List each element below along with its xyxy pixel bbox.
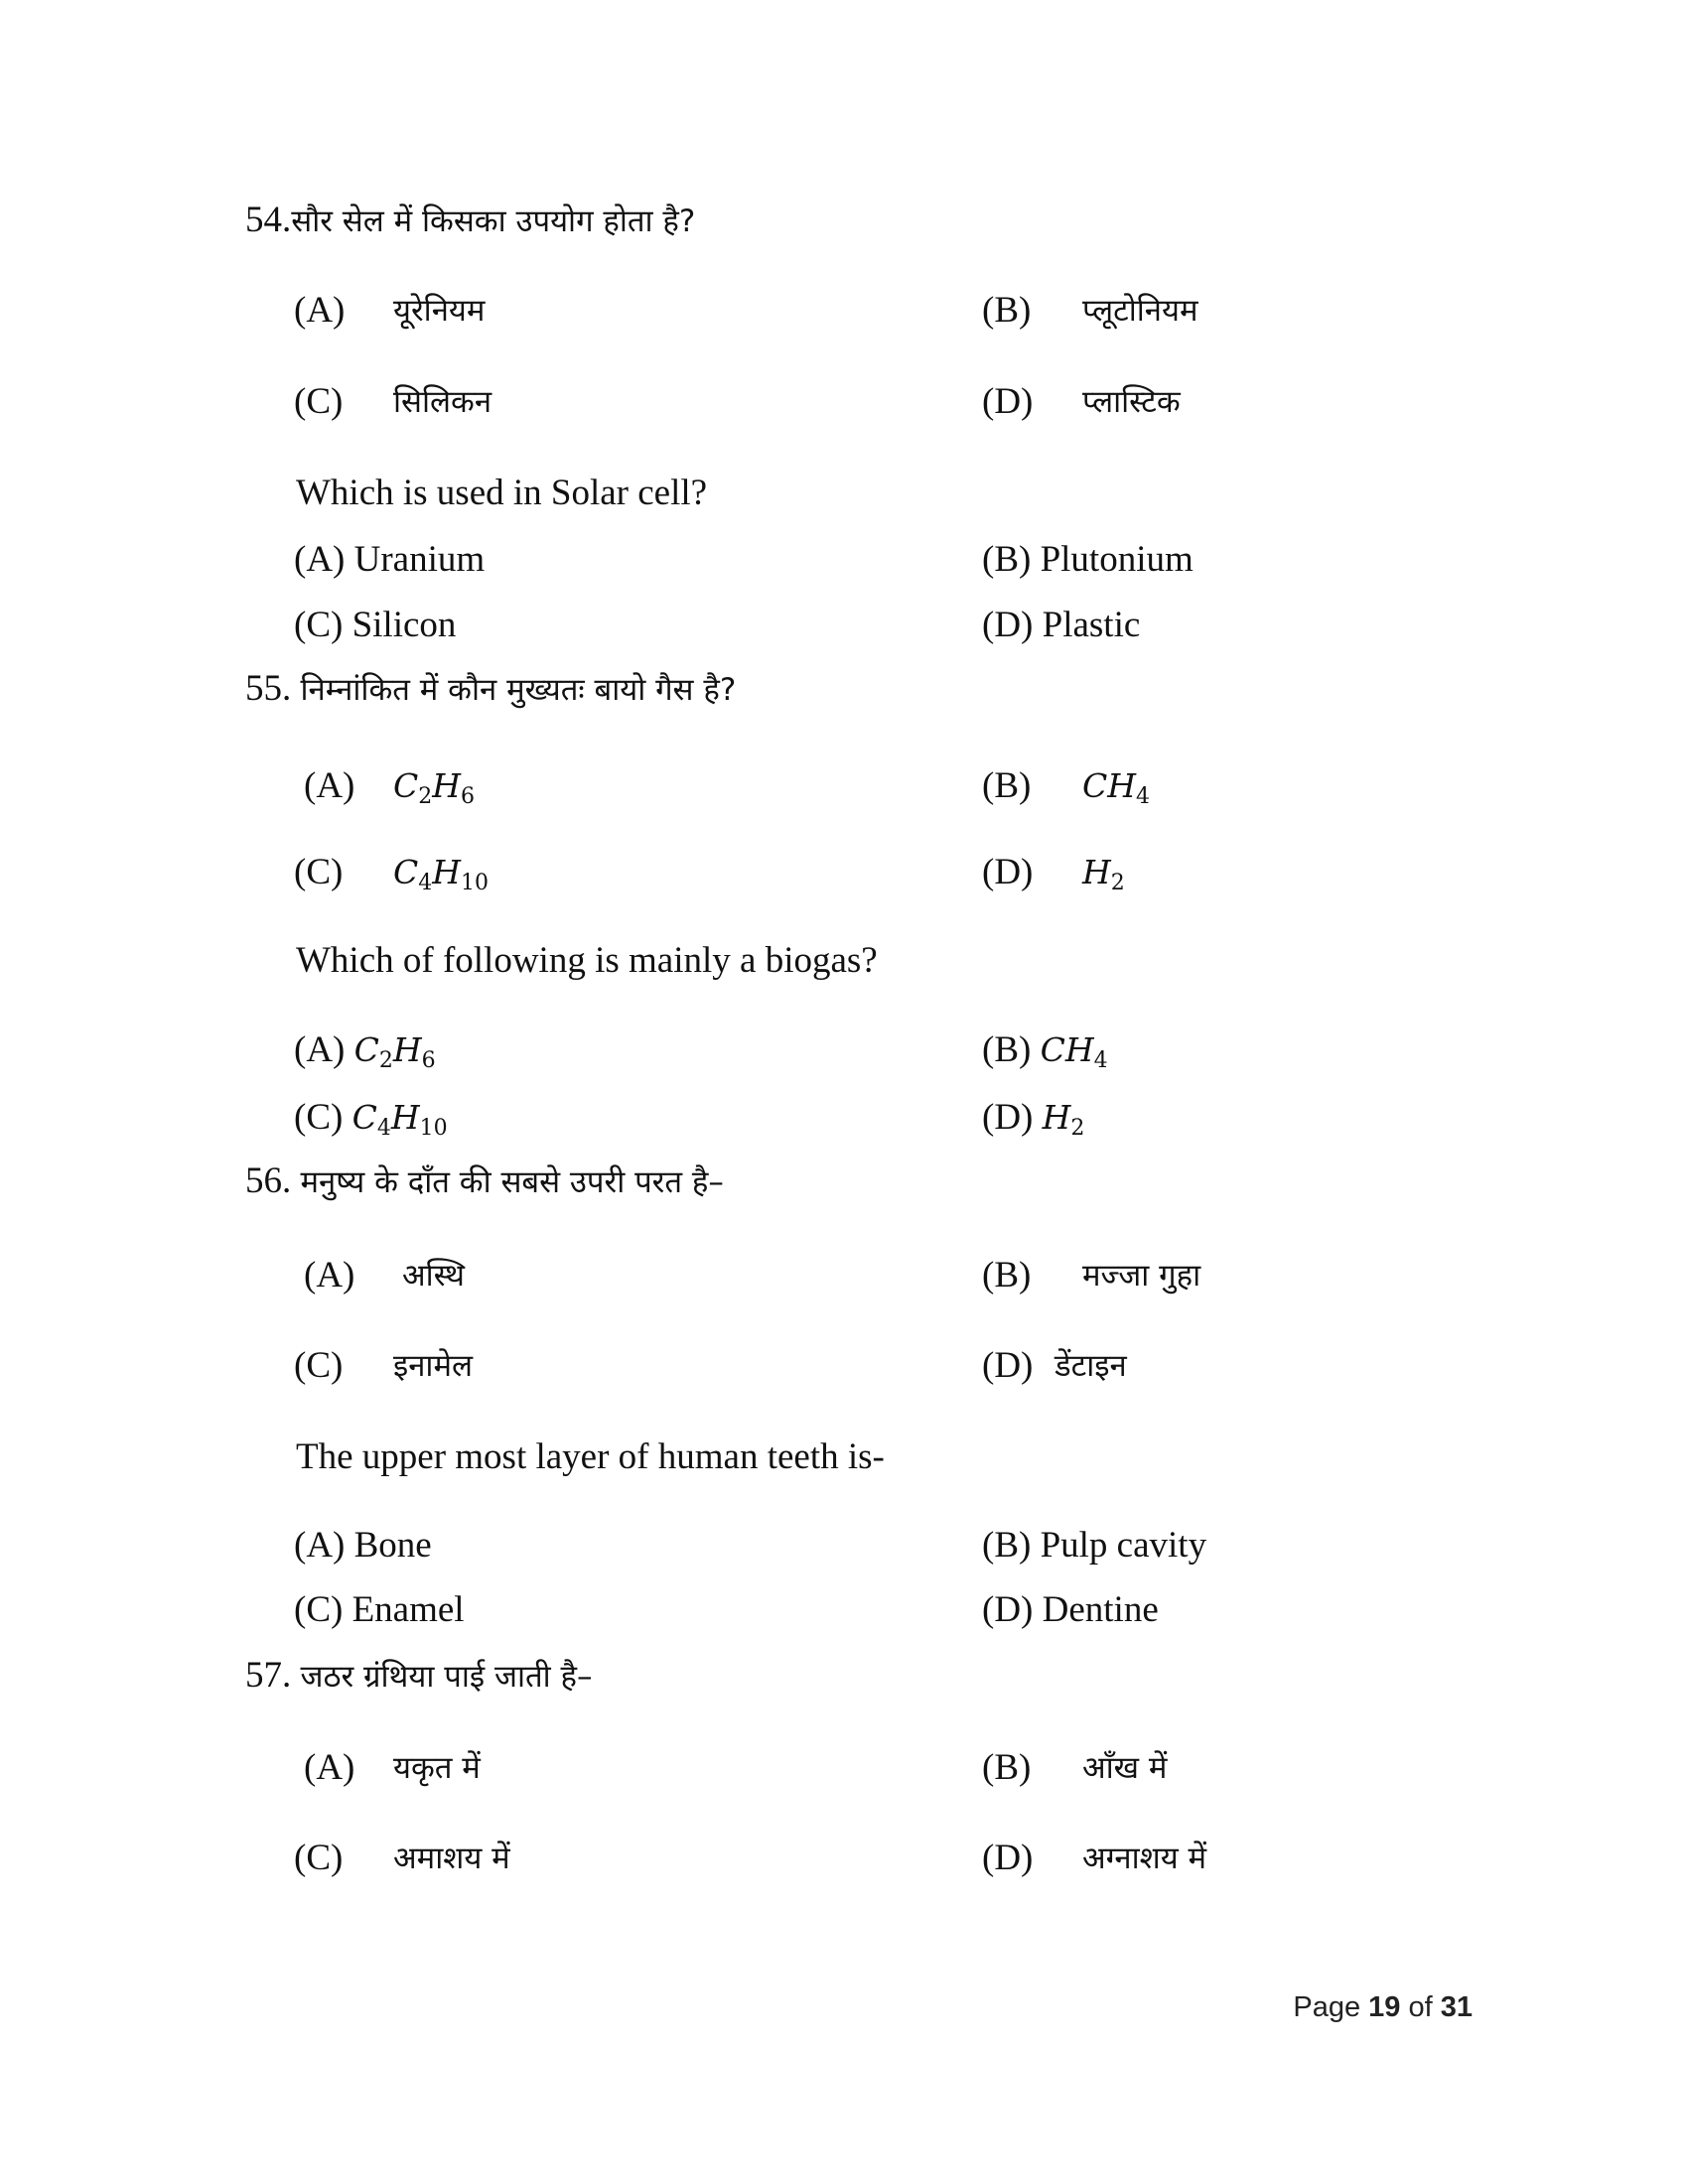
option-d-english: (D) Plastic [982,605,1141,645]
question-text-hindi: जठर ग्रंथिया पाई जाती है– [300,1659,593,1695]
option-b-english: (B) $CH_4$ [982,1029,1108,1073]
option-c-hindi: इनामेल [393,1348,474,1384]
option-d-formula: $H_2$ [1082,853,1125,895]
option-d-english: (D) $H_2$ [982,1097,1085,1141]
option-c-hindi: अमाशय में [393,1841,510,1876]
option-d-hindi: अग्नाशय में [1082,1841,1207,1876]
option-a-label: (A) [304,765,355,806]
option-c-english: (C) $C_4H_{10}$ [294,1097,448,1141]
option-a-formula: $C_2H_6$ [393,766,476,809]
option-c-hindi: सिलिकन [393,384,492,420]
option-a-hindi: अस्थि [402,1258,465,1294]
option-d-label: (D) [982,381,1034,422]
option-d-label: (D) [982,852,1034,892]
option-c-label: (C) [294,1345,344,1386]
option-b-hindi: प्लूटोनियम [1082,293,1198,329]
option-d-hindi: डेंटाइन [1055,1348,1127,1384]
option-b-label: (B) [982,290,1032,331]
question-text-hindi: सौर सेल में किसका उपयोग होता है? [291,204,696,239]
option-c-english: (C) Enamel [294,1589,465,1630]
option-b-hindi: आँख में [1082,1750,1168,1786]
option-a-label: (A) [294,290,346,331]
question-text-english: Which is used in Solar cell? [296,473,708,513]
question-text-english: The upper most layer of human teeth is- [296,1436,885,1477]
question-text-english: Which of following is mainly a biogas? [296,940,878,981]
option-a-hindi: यकृत में [393,1750,481,1786]
question-text-hindi: निम्नांकित में कौन मुख्यतः बायो गैस है? [300,672,737,708]
option-b-english: (B) Pulp cavity [982,1525,1207,1566]
question-number: 57. [245,1655,292,1696]
question-57 [245,1651,593,1701]
option-c-formula: $C_4H_{10}$ [393,853,490,895]
option-a-english: (A) Bone [294,1525,432,1566]
option-b-label: (B) [982,765,1032,806]
question-number: 55. [245,668,292,709]
option-a-english: (A) $C_2H_6$ [294,1029,436,1073]
option-a-english: (A) Uranium [294,539,486,580]
option-d-label: (D) [982,1838,1034,1878]
question-55 [245,664,736,714]
option-b-label: (B) [982,1255,1032,1296]
option-c-label: (C) [294,1838,344,1878]
question-number: 56. [245,1160,292,1201]
option-c-label: (C) [294,381,344,422]
option-d-label: (D) [982,1345,1034,1386]
question-56 [245,1157,724,1206]
option-d-english: (D) Dentine [982,1589,1159,1630]
option-b-label: (B) [982,1747,1032,1788]
option-b-formula: $CH_4$ [1082,766,1151,809]
option-a-hindi: यूरेनियम [393,293,486,329]
option-c-english: (C) Silicon [294,605,457,645]
question-text-hindi: मनुष्य के दाँत की सबसे उपरी परत है– [300,1164,724,1200]
option-a-label: (A) [304,1255,355,1296]
page-number: Page 19 of 31 [1293,1991,1473,2023]
question-number: 54. [245,200,292,240]
question-54 [245,196,695,245]
option-b-english: (B) Plutonium [982,539,1194,580]
option-d-hindi: प्लास्टिक [1082,384,1181,420]
option-c-label: (C) [294,852,344,892]
option-a-label: (A) [304,1747,355,1788]
option-b-hindi: मज्जा गुहा [1082,1258,1201,1294]
